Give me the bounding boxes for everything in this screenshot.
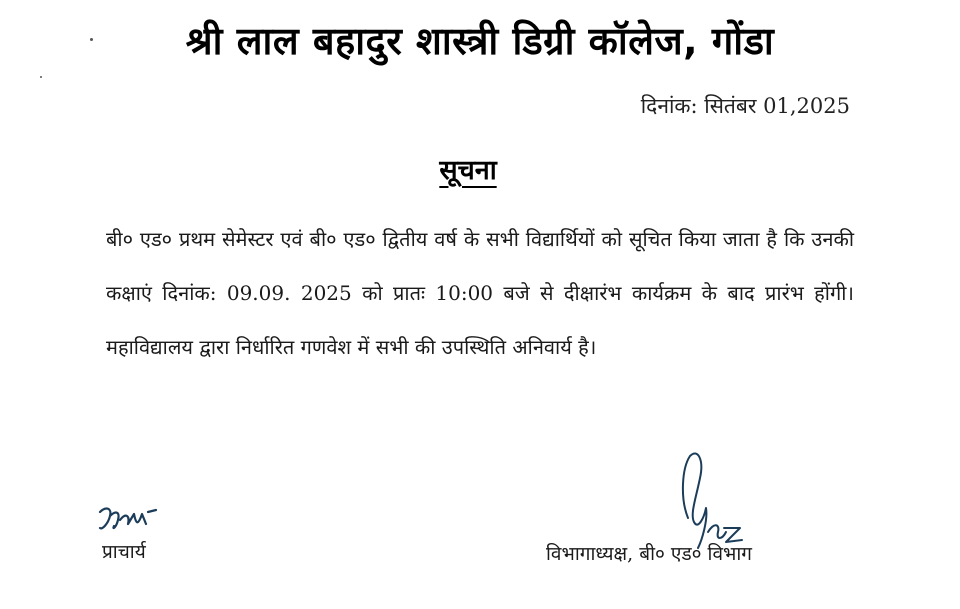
principal-signature-block (96, 502, 216, 572)
notice-heading: सूचना (439, 155, 497, 186)
notice-body: बी० एड० प्रथम सेमेस्टर एवं बी० एड० द्वितीय वर्ष के सभी विद्यार्थियों को सूचित किया जाता है कि उनकी कक्षाएं दिनांक: 09.09. 2025 को प्रातः 10:00 बजे से दीक्षारंभ कार्यक्रम के बाद प्रारंभ होंगी। महाविद्यालय द्वारा निर्धारित गणवेश में सभी की उपस्थिति अनिवार्य है। (106, 227, 854, 359)
principal-signature-icon (96, 502, 166, 534)
notice-date: दिनांक: सितंबर 01,2025 (640, 94, 850, 118)
hod-label: विभागाध्यक्ष, बी० एड० विभाग (546, 543, 752, 565)
college-name: श्री लाल बहादुर शास्त्री डिग्री कॉलेज, गोंडा (185, 19, 775, 63)
hod-signature-block (540, 448, 860, 588)
principal-label: प्राचार्य (102, 541, 146, 563)
scan-speck (40, 76, 42, 78)
